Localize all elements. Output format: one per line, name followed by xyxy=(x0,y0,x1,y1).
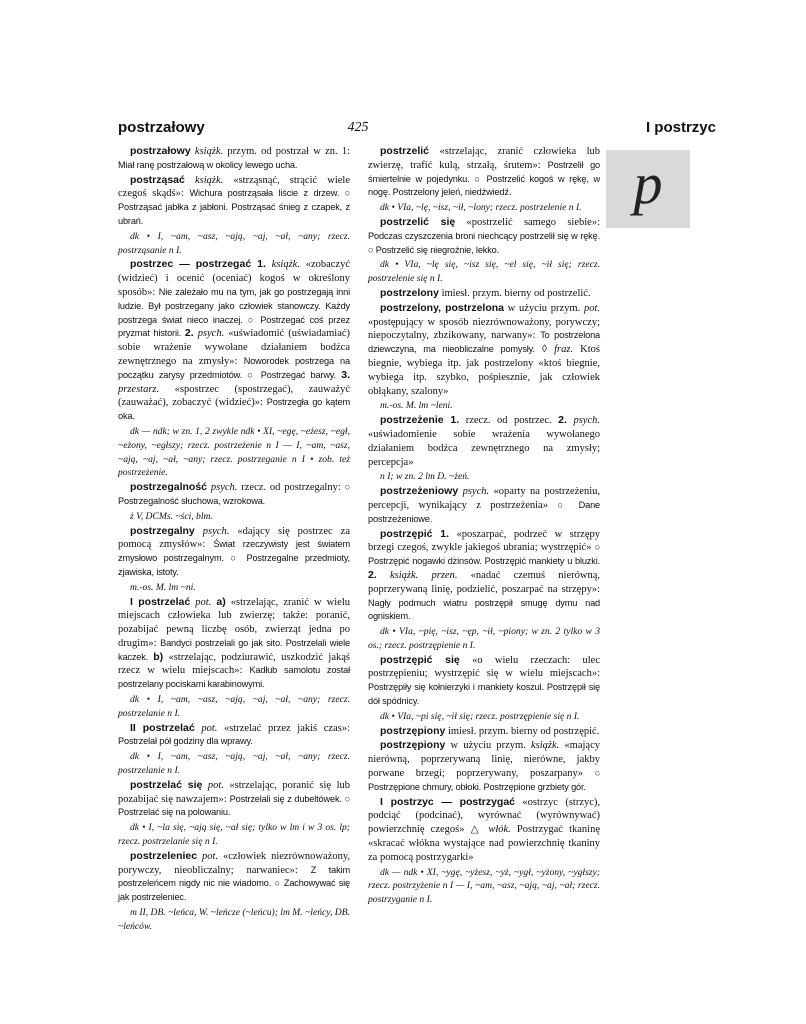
thumb-letter: p xyxy=(633,151,663,216)
definition-text: «strzelając, zranić człowieka lub zwierzę, trafić kulą, strzałą, śrutem»: xyxy=(368,146,600,171)
dictionary-entry xyxy=(368,414,600,469)
running-head-right: I postrzyc xyxy=(645,119,716,136)
dictionary-entry xyxy=(118,722,350,750)
grammar-note: dk • VIa, ~pię, ~isz, ~ęp, ~ił, ~piony; w zn. 2 tylko w 3 os.; rzecz. postrzępienie n I. xyxy=(368,626,600,651)
headword: postrzegalność xyxy=(130,481,208,494)
example-text: Kadłub samolotu został postrzelany pociskami karabinowymi. xyxy=(118,665,350,690)
example-text: Bandyci postrzelali go jak sito. Postrzelali wiele kaczek. xyxy=(118,637,350,662)
dictionary-entry xyxy=(368,725,600,739)
headword: postrzępiony xyxy=(380,724,446,737)
headword: 2. xyxy=(558,414,567,427)
dictionary-entry xyxy=(118,174,350,229)
grammar-note: dk • I, ~am, ~asz, ~ają, ~aj, ~ał, ~any; rzecz. postrzelanie n I. xyxy=(118,694,350,719)
example-text: Miał ranę postrzałową w okolicy lewego ucha. xyxy=(118,159,298,170)
definition-text: imiesł. przym. bierny od postrzelić. xyxy=(438,287,591,299)
definition-text: «uświadomienie sobie wrażenia wywołanego działaniem bodźca zewnętrznego na zmysły; percepcja» xyxy=(368,428,600,468)
running-head-left: postrzałowy xyxy=(118,119,205,136)
example-text: Świat rzeczywisty jest światem zmysłowo postrzegalnym. ○ Postrzegalne przedmioty, zjawiska, istoty. xyxy=(118,539,350,577)
dictionary-entry xyxy=(368,710,600,724)
usage-label: psych. xyxy=(462,486,490,498)
headword: b) xyxy=(153,650,164,663)
headword: postrzępić 1. xyxy=(380,527,450,540)
definition-text: «o wielu rzeczach: ulec postrzępieniu; wystrzępić się w wielu miejscach»: xyxy=(368,654,600,680)
example-text: Postrzegła go kątem oka. xyxy=(118,397,350,422)
definition-text: «człowiek niezrównoważony, porywczy, nieobliczalny; narwaniec»: xyxy=(118,850,351,876)
example-text: Postrzelał pół godziny dla wprawy. xyxy=(118,736,253,747)
definition-text: «zobaczyć (widzieć) i ocenić (oceniać) kogoś w określony sposób»: xyxy=(118,259,350,298)
dictionary-entry xyxy=(368,258,600,286)
definition-text: «strząsnąć, strącić wiele czegoś skądś»: xyxy=(118,174,350,200)
definition-text: «strzelając, podziurawić, uszkodzić jakąś rzecz w wielu miejscach»: xyxy=(118,651,351,677)
dictionary-entry xyxy=(368,145,600,200)
dictionary-entry xyxy=(118,425,350,480)
usage-label: psych. xyxy=(202,525,230,537)
usage-label: książk. xyxy=(271,259,300,271)
dictionary-entry xyxy=(118,258,350,424)
dictionary-entry xyxy=(368,399,600,413)
example-text: To postrzelona dziewczyna, ma nieobliczalne pomysły. xyxy=(368,330,601,355)
definition-text xyxy=(377,570,390,581)
grammar-note: dk • VIa, ~lę, ~isz, ~ił, ~lony; rzecz. postrzelenie n I. xyxy=(380,202,582,214)
usage-label: psych. xyxy=(197,328,225,340)
usage-label: książk. xyxy=(194,146,224,157)
grammar-note: dk • VIa, ~lę się, ~isz się, ~el się, ~ił się; rzecz. postrzelenie się n I. xyxy=(368,259,600,285)
dictionary-entry xyxy=(118,510,350,524)
definition-text: «ostrzyc (strzyc), podciąć (podcinać), wyrównać (wyrównywać) powierzchnię czegoś» △ xyxy=(368,796,601,836)
dictionary-entry xyxy=(368,485,600,526)
dictionary-entry xyxy=(118,850,350,905)
definition-text: «strzelać przez jakiś czas»: xyxy=(217,722,351,734)
definition-text: «mający nierówną, poprzerywaną linię, nierówne, jakby porwane brzegi; poprzerywany, poszarpany» xyxy=(368,740,600,780)
definition-text: «oparty na postrzeżeniu, percepcji, wynikający z postrzeżenia» xyxy=(368,486,601,511)
headword: I postrzyc — postrzygać xyxy=(380,795,516,808)
definition-text: «postrzelić samego siebie»: xyxy=(455,216,600,228)
dictionary-entry xyxy=(118,821,350,849)
example-text: Z takim postrzeleńcem nigdy nic nie wiadomo. ○ Zachowywać się jak postrzeleniec. xyxy=(118,864,350,903)
headword: postrzeżenie 1. xyxy=(380,414,460,427)
headword: 2. xyxy=(184,327,194,340)
headword: postrzelony, postrzelona xyxy=(380,301,505,314)
usage-label: psych. xyxy=(573,415,601,427)
usage-label: pot. xyxy=(201,722,218,734)
definition-text: «spostrzec (spostrzegać), zauważyć (zauważać), zobaczyć (widzieć)»: xyxy=(118,383,350,409)
usage-label: przestarz. xyxy=(118,383,160,395)
grammar-note: m.-os. M. lm ~ni. xyxy=(130,581,196,593)
grammar-note: ż V, DCMs. ~ści, blm. xyxy=(130,510,213,522)
right-column xyxy=(368,145,600,908)
dictionary-entry xyxy=(118,906,350,934)
example-text: Postrzępiły się kołnierzyki i mankiety koszul. Postrzępił się dół spódnicy. xyxy=(368,682,600,707)
headword: 2. xyxy=(368,568,377,581)
definition-text xyxy=(195,526,203,537)
definition-text: «strzelając, zranić w wielu miejscach człowieka lub zwierzę; także: poranić, pozabijać pewną liczbę osób, zwierząt jedna po drugim»: xyxy=(118,596,350,649)
example-text: Noworodek postrzega na początku zarysy przedmiotów. ○ Postrzegać barwy. xyxy=(118,355,350,380)
headword: postrzelać się xyxy=(130,778,203,791)
letter-thumb-tab xyxy=(606,150,690,228)
definition-text: «dający się postrzec za pomocą zmysłów»: xyxy=(118,525,350,551)
headword: postrzałowy xyxy=(130,145,191,157)
dictionary-entry xyxy=(368,796,600,865)
definition-text: ◊ xyxy=(534,344,555,356)
grammar-note: dk • I, ~am, ~asz, ~ają, ~aj, ~ał, ~any; rzecz. postrzelanie n I. xyxy=(118,751,350,777)
dictionary-entry xyxy=(368,216,600,257)
example-text: Nagły podmuch wiatru postrzępił smugę dymu nad ogniskiem. xyxy=(368,597,600,622)
usage-label: włók. xyxy=(488,824,511,836)
example-text: ○ Postrzępione chmury, obłoki. Postrzępione grzbiety gór. xyxy=(368,768,600,792)
definition-text: «poszarpać, podrzeć w strzępy brzegi czegoś, zwykle jakiegoś ubrania; wystrzępić» xyxy=(368,528,601,554)
headword: postrzeżeniowy xyxy=(380,485,459,498)
usage-label: pot. xyxy=(195,596,212,608)
grammar-note: dk — ndk; w zn. 1, 2 zwykle ndk • XI, ~egę, ~eżesz, ~egł, ~eżony, ~egłszy; rzecz. postrzeżenie n I — I, ~am, ~asz, ~ają, ~aj, ~ał, ~any; rzecz. postrzeganie n I • zob. też postrzeżenie. xyxy=(118,425,350,479)
definition-text: imiesł. przym. bierny od postrzępić. xyxy=(445,725,600,737)
dictionary-entry xyxy=(118,581,350,595)
grammar-note: n I; w zn. 2 lm D. ~żeń. xyxy=(380,471,470,483)
usage-label: książk. xyxy=(530,740,560,752)
usage-label: pot. xyxy=(202,850,219,862)
dictionary-entry xyxy=(118,481,350,509)
dictionary-entry xyxy=(368,302,600,399)
grammar-note: dk • I, ~la się, ~ają się, ~ał się; tylko w lm i w 3 os. lp; rzecz. postrzelanie się n I. xyxy=(118,822,350,848)
example-text: ○ Dane postrzeżeniowe. xyxy=(368,499,600,524)
definition-text: w użyciu przym. xyxy=(504,302,584,314)
usage-label: książk. przen. xyxy=(389,569,458,581)
dictionary-entry xyxy=(368,866,600,907)
dictionary-entry xyxy=(118,596,350,693)
grammar-note: dk • VIa, ~pi się, ~ił się; rzecz. postrzępienie się n I. xyxy=(380,710,580,722)
headword: postrząsać xyxy=(130,173,185,186)
dictionary-entry xyxy=(368,470,600,484)
dictionary-entry xyxy=(368,625,600,653)
usage-label: psych. xyxy=(210,482,238,494)
definition-text: «nadać czemuś nierówną, poprzerywaną linię, podzielić, poszarpać na strzępy»: xyxy=(368,569,600,595)
example-text: Nie zależało mu na tym, jak go postrzegają inni ludzie. Był postrzegany jako człowiek stanowczy. Każdy postrzega świat nieco inaczej. ○ Postrzegać coś przez pryzmat historii. xyxy=(118,286,350,339)
dictionary-entry xyxy=(118,750,350,778)
headword: postrzelony xyxy=(380,286,439,299)
grammar-note: dk • I, ~am, ~asz, ~ają, ~aj, ~ał, ~any; rzecz. postrząsanie n I. xyxy=(118,230,350,256)
headword: a) xyxy=(216,595,226,608)
dictionary-entry xyxy=(118,145,350,173)
dictionary-entry xyxy=(368,528,600,625)
example-text: Wichura postrząsała liście z drzew. ○ Postrząsać jabłka z jabłoni. Postrząsać śnieg z czapek, z ubrań. xyxy=(118,188,350,226)
example-text: ○ Postrzępić nogawki dżinsów. Postrzępić mankiety u bluzki. xyxy=(368,542,600,567)
usage-label: fraz. xyxy=(554,344,574,356)
definition-text: rzecz. od postrzec. xyxy=(459,415,559,427)
dictionary-entry xyxy=(118,525,350,580)
dictionary-entry xyxy=(368,654,600,709)
example-text: Podczas czyszczenia broni niechcący postrzelił się w rękę. ○ Postrzelić się niegroźnie, lekko. xyxy=(368,230,600,255)
left-column xyxy=(118,145,350,935)
dictionary-entry xyxy=(118,230,350,258)
definition-text: «postępujący w sposób niezrównoważony, porywczy; niepoczytalny, zbzikowany, narwany»: xyxy=(368,316,600,342)
headword: 3. xyxy=(341,368,350,381)
page-number: 425 xyxy=(347,120,369,135)
definition-text: w użyciu przym. xyxy=(445,740,531,752)
definition-text: przym. od postrzał w zn. 1: xyxy=(223,146,350,157)
dictionary-entry xyxy=(118,693,350,721)
definition-text: Postrzygać tkaninę «skracać włókna wystające nad powierzchnię tkaniny za pomocą postrzygarki» xyxy=(368,824,600,863)
headword: postrzec — postrzegać 1. xyxy=(130,258,266,271)
definition-text: «uświadomić (uświadamiać) sobie wrażenie wywołane działaniem bodźca zewnętrznego na zmysły»: xyxy=(118,328,351,367)
headword: postrzeleniec xyxy=(130,849,198,862)
dictionary-entry xyxy=(368,739,600,794)
definition-text: rzecz. od postrzegalny: xyxy=(237,482,345,494)
example-text: Postrzelali się z dubeltówek. ○ Postrzelać się na polowaniu. xyxy=(118,793,350,818)
usage-label: pot. xyxy=(207,779,224,791)
usage-label: książk. xyxy=(194,174,224,186)
headword: I postrzelać xyxy=(130,595,191,608)
headword: postrzelić xyxy=(380,145,430,157)
grammar-note: m II, DB. ~leńca, W. ~leńcze (~leńcu); lm M. ~leńcy, DB. ~leńców. xyxy=(118,907,350,932)
dictionary-entry xyxy=(368,287,600,301)
headword: postrzępiony xyxy=(380,739,446,752)
grammar-note: dk — ndk • XI, ~ygę, ~yżesz, ~yż, ~ygł, ~yżony, ~ygłszy; rzecz. postrzyżenie n I — I, ~am, ~asz, ~ają, ~aj, ~ał; rzecz. postrzyganie n I. xyxy=(368,866,600,906)
headword: postrzegalny xyxy=(130,524,195,537)
dictionary-entry xyxy=(368,201,600,215)
usage-label: pot. xyxy=(583,302,600,314)
grammar-note: m.-os. M. lm ~leni. xyxy=(380,400,453,412)
dictionary-entry xyxy=(118,779,350,820)
definition-text: Ktoś biegnie, wybiega itp. jak postrzelony «ktoś biegnie, wybiega itp. szybko, pośpiesznie, jak człowiek obłąkany, szalony» xyxy=(368,344,600,397)
headword: postrzelić się xyxy=(380,215,456,228)
headword: postrzępić się xyxy=(380,653,460,666)
headword: II postrzelać xyxy=(130,721,195,734)
definition-text: «strzelając, poranić się lub pozabijać się nawzajem»: xyxy=(118,779,351,805)
example-text: Postrzelił go śmiertelnie w pojedynku. ○ Postrzelić kogoś w rękę, w nogę. Postrzelony jeleń, niedźwiedź. xyxy=(368,159,601,198)
definition-text xyxy=(185,175,195,186)
example-text: ○ Postrzegalność słuchowa, wzrokowa. xyxy=(118,482,350,506)
